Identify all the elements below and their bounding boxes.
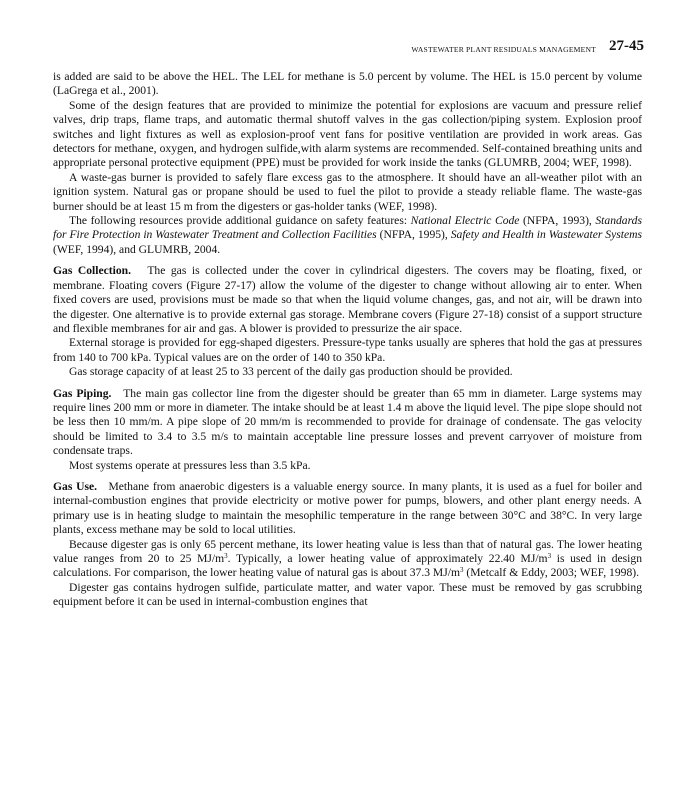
text-run: (WEF, 1994), and GLUMRB, 2004.: [53, 242, 221, 256]
section-heading: Gas Collection.: [53, 264, 131, 278]
text-run: . Typically, a lower heating value of approximately 22.40 MJ/m: [227, 552, 548, 565]
section-heading: Gas Use.: [53, 479, 98, 493]
paragraph: Most systems operate at pressures less than 3.5 kPa.: [69, 458, 311, 472]
text-run: The following resources provide additional guidance on safety features:: [69, 214, 411, 228]
running-head: WASTEWATER PLANT RESIDUALS MANAGEMENT: [411, 45, 596, 54]
section-gas-collection: [53, 264, 642, 336]
section-text: Methane from anaerobic digesters is a valuable energy source. In many plants, it is used as a fuel for boiler and internal-combustion engines that provide electricity or motive power for pumps, blowers, and other plant energy needs. A primary use is in heating sludge to maintain the mesophilic temperature in the range between 30°C and 38°C. In very large plants, excess methane may be sold to local utilities.: [53, 479, 643, 537]
citation-title: National Electric Code: [410, 214, 520, 228]
paragraph: [53, 214, 642, 257]
paragraph: External storage is provided for egg-shaped digesters. Pressure-type tanks usually are spheres that hold the gas at pressures from 140 to 700 kPa. Typical values are on the order of 140 to 350 kPa.: [53, 336, 642, 364]
superscript: 3: [547, 552, 552, 560]
body-text: [53, 70, 642, 610]
superscript: 3: [459, 566, 464, 575]
page-number: 27-45: [609, 38, 644, 54]
text-run: is used in design calculations. For comparison, the lower heating value of natural gas is about 37.3 MJ/m: [53, 552, 642, 580]
citation-title: Safety and Health in Wastewater Systems: [450, 228, 642, 242]
paragraph: A waste-gas burner is provided to safely flare excess gas to the atmosphere. It should have an all-weather pilot with an ignition system. Natural gas or propane should be used to fuel the pilot to provide a steady reliable flame. The waste-gas burner should be at least 15 m from the digesters or gas-holder tanks (WEF, 1998).: [53, 170, 642, 213]
section-text: The gas is collected under the cover in cylindrical digesters. The covers may be floating, fixed, or membrane. Floating covers (Figure 27-17) allow the volume of the digester to change without allowing air to enter. When fixed covers are used, provisions must be made so that when the liquid volume changes, gas, and not air, will be drawn into the digester. One alternative is to provide external gas storage. Membrane covers (Figure 27-18) consist of a support structure and flexible membranes for air and gas. A blower is provided to pressurize the air space.: [53, 264, 642, 335]
text-run: (NFPA, 1993),: [519, 214, 596, 228]
text-run: (Metcalf & Eddy, 2003; WEF, 1998).: [463, 566, 640, 580]
superscript: 3: [224, 552, 228, 560]
text-run: (NFPA, 1995),: [376, 228, 451, 242]
citation-title: Standards for Fire Protection in Wastewater Treatment and Collection Facilities: [53, 214, 642, 242]
paragraph: is added are said to be above the HEL. The LEL for methane is 5.0 percent by volume. The HEL is 15.0 percent by volume (LaGrega et al., 2001).: [53, 70, 642, 98]
section-text: The main gas collector line from the digester should be greater than 65 mm in diameter. Large systems may require lines 200 mm or more in diameter. The intake should be at least 1.4 m above the liquid level. The pipe slope should not be less then 10 mm/m. A pipe slope of 20 mm/m is recommended to provide for drainage of condensate. The gas velocity should be limited to 3.4 to 3.5 m/s to maintain acceptable line pressure losses and prevent carryover of moisture from condensate traps.: [53, 386, 642, 458]
paragraph: Gas storage capacity of at least 25 to 33 percent of the daily gas production should be provided.: [69, 365, 513, 379]
page-header: [53, 38, 644, 58]
section-gas-use: [53, 480, 642, 538]
paragraph: Digester gas contains hydrogen sulfide, particulate matter, and water vapor. These must be removed by gas scrubbing equipment before it can be used in internal-combustion engines that: [53, 580, 642, 609]
paragraph: [53, 538, 642, 581]
section-gas-piping: [53, 387, 642, 459]
section-heading: Gas Piping.: [53, 386, 112, 400]
text-run: Because digester gas is only 65 percent methane, its lower heating value is less than that of natural gas. The lower heating value ranges from 20 to 25 MJ/m: [53, 537, 642, 565]
paragraph: Some of the design features that are provided to minimize the potential for explosions are vacuum and pressure relief valves, drip traps, flame traps, and automatic thermal shutoff valves in the gas collection/piping system. Explosion proof switches and light fixtures as well as explosion-proof vent fans for positive ventilation are provided in work areas. Gas detectors for methane, oxygen, and hydrogen sulfide,with alarm systems are recommended. Self-contained breathing units and appropriate personal protective equipment (PPE) must be provided for work inside the tanks (GLUMRB, 2004; WEF, 1998).: [53, 98, 642, 170]
